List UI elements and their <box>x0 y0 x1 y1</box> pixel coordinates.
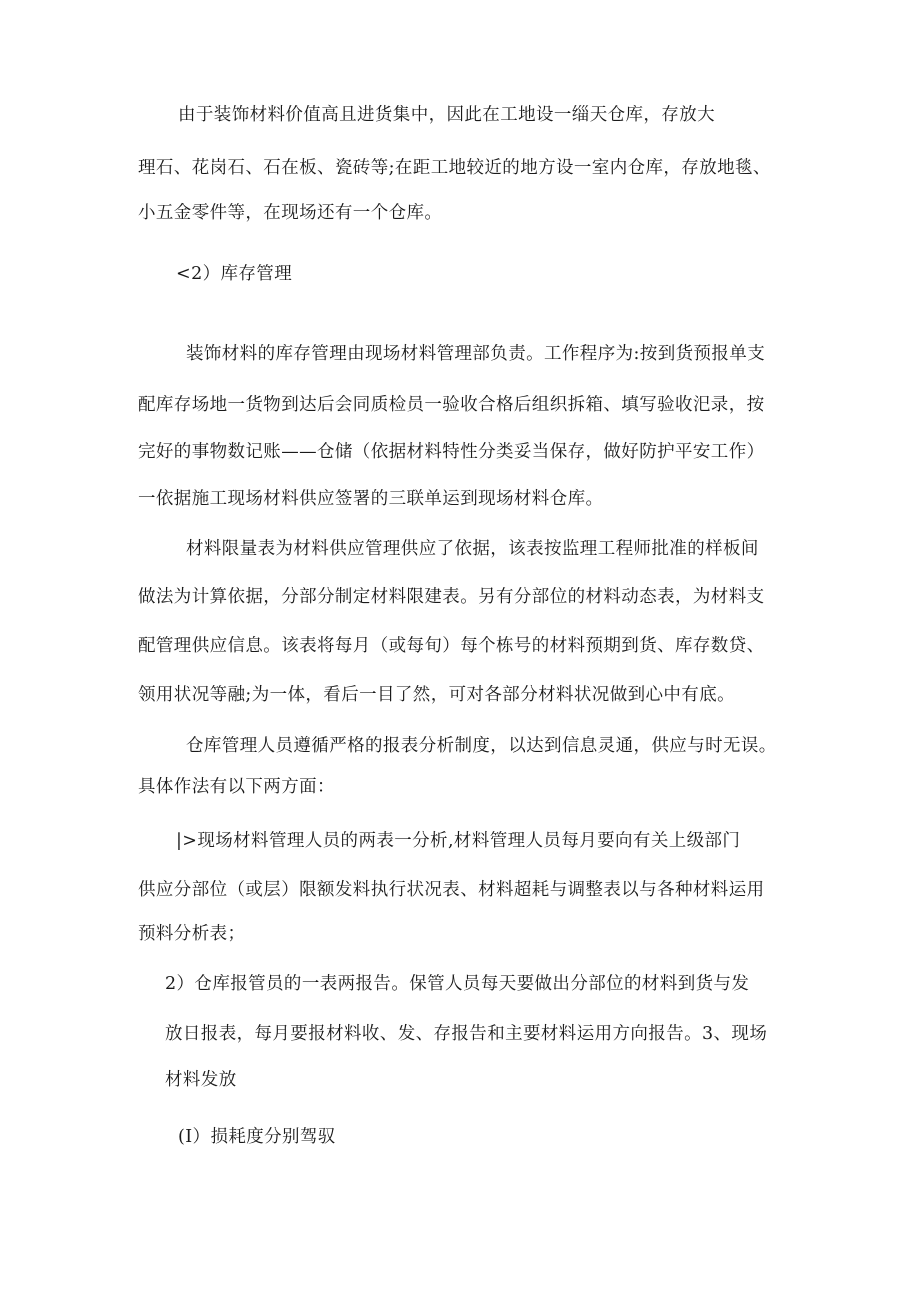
paragraph-6-line-1: |>现场材料管理人员的两表一分析,材料管理人员每月要向有关上级部门 <box>176 831 741 851</box>
paragraph-1-line-1: 由于装饰材料价值高且进货集中，因此在工地设一缁天仓库，存放大 <box>178 105 715 125</box>
paragraph-3-line-2: 配库存场地一货物到达后会同质检员一验收合格后组织拆箱、填写验收汜录，按 <box>138 395 765 415</box>
paragraph-4-line-1: 材料限量表为材料供应管理供应了依据，该表按监理工程师批准的样板间 <box>186 539 759 559</box>
paragraph-3-line-1: 装饰材料的库存管理由现场材料管理部负责。工作程序为:按到货预报单支 <box>186 344 766 364</box>
paragraph-4-line-4: 领用状况等融;为一体，看后一目了然，可对各部分材料状况做到心中有底。 <box>138 685 735 705</box>
section-heading-inventory: <2）库存管理 <box>176 264 293 284</box>
paragraph-7-line-2: 放日报表，每月要报材料收、发、存报告和主要材料运用方向报告。3、现场 <box>165 1024 768 1044</box>
paragraph-7-line-1: 2）仓库报管员的一表两报告。保管人员每天要做出分部位的材料到货与发 <box>165 974 750 994</box>
paragraph-4-line-3: 配管理供应信息。该表将每月（或每旬）每个栋号的材料预期到货、库存数贷、 <box>138 636 765 656</box>
subsection-heading-loss: (I）损耗度分别驾驭 <box>178 1127 336 1147</box>
paragraph-4-line-2: 做法为计算依据，分部分制定材料限建表。另有分部位的材料动态表，为材料支 <box>138 587 765 607</box>
paragraph-6-line-3: 预料分析表； <box>138 924 246 944</box>
paragraph-6-line-2: 供应分部位（或层）限额发料执行状况表、材料超耗与调整表以与各种材料运用 <box>138 880 765 900</box>
paragraph-5-line-2: 具体作法有以下两方面： <box>138 777 335 797</box>
paragraph-7-line-3: 材料发放 <box>165 1070 237 1090</box>
paragraph-1-line-2: 理石、花岗石、石在板、瓷砖等;在距工地较近的地方设一室内仓库，存放地毯、 <box>138 158 771 178</box>
paragraph-5-line-1: 仓库管理人员遵循严格的报表分析制度，以达到信息灵通，供应与时无误。 <box>186 736 777 756</box>
paragraph-3-line-3: 完好的事物数记账——仓储（依据材料特性分类妥当保存，做好防护平安工作） <box>138 442 765 462</box>
paragraph-3-line-4: 一依据施工现场材料供应签署的三联单运到现场材料仓库。 <box>138 489 604 509</box>
paragraph-1-line-3: 小五金零件等，在现场还有一个仓库。 <box>138 203 443 223</box>
